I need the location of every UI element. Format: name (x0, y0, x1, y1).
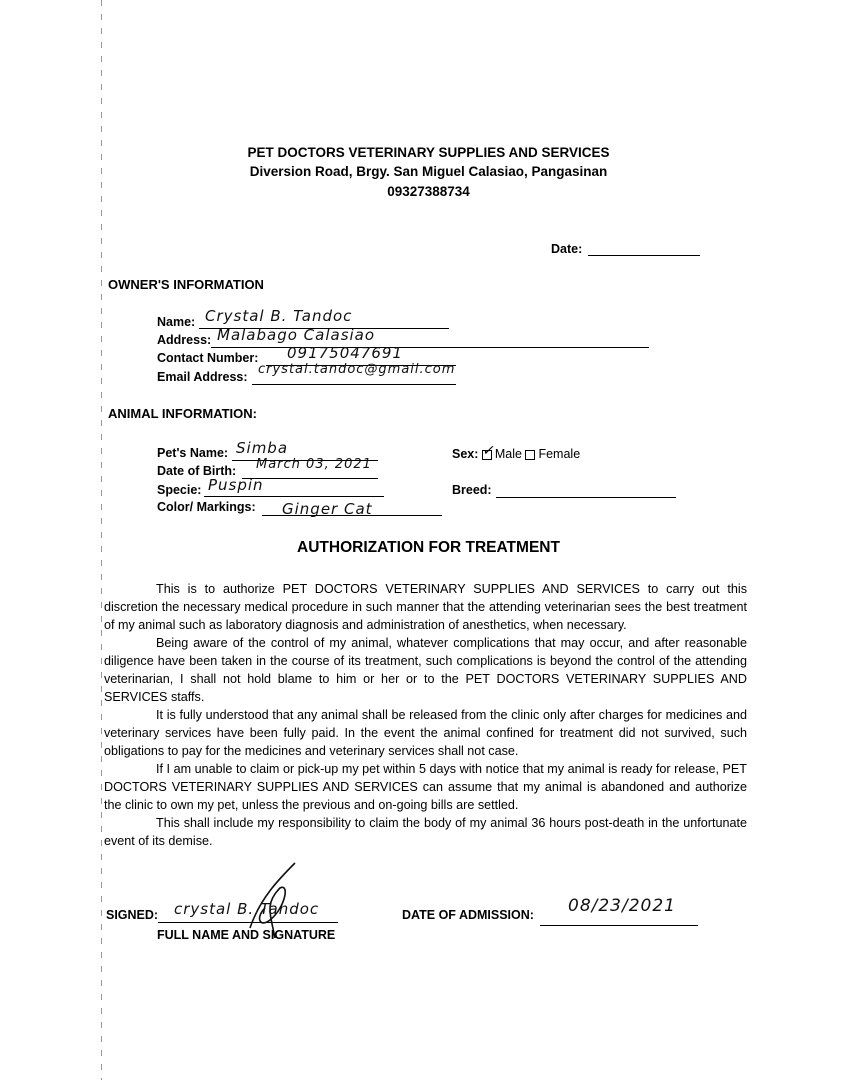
owner-address-field[interactable] (211, 347, 649, 348)
date-label: Date: (551, 242, 583, 256)
business-name: PET DOCTORS VETERINARY SUPPLIES AND SERVICES (247, 145, 610, 160)
owner-section-title: OWNER'S INFORMATION (108, 277, 264, 292)
owner-name-value: Crystal B. Tandoc (205, 307, 353, 325)
dob-value: March 03, 2021 (256, 457, 372, 472)
signed-value: crystal B. Tandoc (174, 900, 320, 918)
specie-value: Puspin (208, 476, 264, 494)
color-label: Color/ Markings: (157, 500, 256, 514)
owner-contact-label: Contact Number: (157, 351, 259, 365)
admission-field[interactable] (540, 925, 698, 926)
male-option-label: Male (494, 447, 522, 461)
female-checkbox[interactable] (525, 450, 535, 460)
sex-label: Sex: (452, 447, 479, 461)
authorization-body (104, 580, 747, 850)
signed-label: SIGNED: (106, 908, 159, 922)
admission-label: DATE OF ADMISSION: (402, 908, 534, 922)
sex-field (452, 441, 581, 461)
owner-email-field[interactable] (252, 384, 456, 385)
dob-label: Date of Birth: (157, 464, 237, 478)
pet-name-value: Simba (236, 439, 289, 457)
business-phone: 09327388734 (387, 184, 470, 199)
owner-email-label: Email Address: (157, 370, 248, 384)
female-option-label: Female (538, 447, 581, 461)
date-field[interactable] (588, 255, 700, 256)
owner-address-value: Malabago Calasiao (217, 326, 376, 344)
authorization-title: AUTHORIZATION FOR TREATMENT (297, 539, 560, 556)
admission-value: 08/23/2021 (568, 896, 676, 916)
owner-address-label: Address: (157, 333, 212, 347)
authorization-paragraph-3: It is fully understood that any animal shall be released from the clinic only after charges for medicines and veterinary services have been fully paid. In the event the animal confined for treatment did not survived, such obligations to pay for the medicines and veterinary services shall not case. (104, 708, 747, 758)
male-checkbox[interactable] (481, 441, 494, 460)
authorization-paragraph-1: This is to authorize PET DOCTORS VETERINARY SUPPLIES AND SERVICES to carry out this discretion the necessary medical procedure in such manner that the attending veterinarian sees the best treatment of my animal such as laboratory diagnosis and administration of anesthetics, when necessary. (104, 582, 747, 632)
check-mark-icon: ✓ (481, 441, 494, 458)
owner-contact-value: 09175047691 (287, 344, 403, 362)
color-field[interactable] (262, 515, 442, 516)
owner-email-value: crystal.tandoc@gmail.com (258, 362, 456, 377)
breed-label: Breed: (452, 483, 492, 497)
authorization-paragraph-2: Being aware of the control of my animal, whatever complications that may occur, and after reasonable diligence have been taken in the course of its treatment, such complications is beyond the control of the attending veterinarian, I shall not hold blame to him or her or to the PET DOCTORS VETERINARY SUPPLIES AND SERVICES staffs. (104, 636, 747, 704)
animal-section-title: ANIMAL INFORMATION: (108, 406, 257, 421)
business-address: Diversion Road, Brgy. San Miguel Calasiao, Pangasinan (249, 164, 608, 179)
owner-name-label: Name: (157, 315, 196, 329)
color-value: Ginger Cat (282, 500, 373, 518)
signature-caption: FULL NAME AND SIGNATURE (157, 928, 336, 942)
specie-field[interactable] (204, 496, 384, 497)
specie-label: Specie: (157, 483, 202, 497)
authorization-paragraph-5: This shall include my responsibility to claim the body of my animal 36 hours post-death in the unfortunate event of its demise. (104, 816, 747, 848)
breed-field[interactable] (496, 497, 676, 498)
pet-name-label: Pet's Name: (157, 446, 229, 460)
authorization-paragraph-4: If I am unable to claim or pick-up my pet within 5 days with notice that my animal is ready for release, PET DOCTORS VETERINARY SUPPLIES AND SERVICES can assume that my animal is abandoned and authorize the clinic to own my pet, unless the previous and on-going bills are settled. (104, 762, 747, 812)
